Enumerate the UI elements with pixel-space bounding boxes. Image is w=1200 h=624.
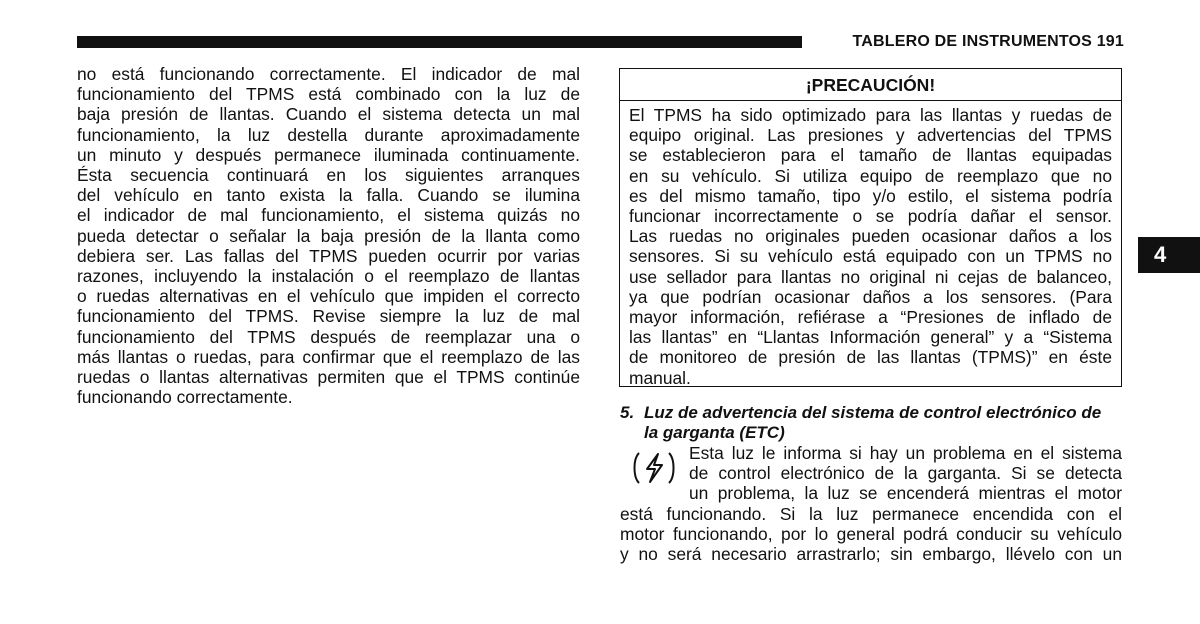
caution-line: se establecieron para el tamaño de llantas equipadas (629, 145, 1112, 166)
text-line: Ésta secuencia continuará en los siguientes arranques (77, 165, 580, 186)
caution-line: funcionar incorrectamente o se podría dañar el sensor. (629, 206, 1112, 227)
text-line: baja presión de llantas. Cuando el sistema detecta un mal (77, 104, 580, 125)
text-line: motor funcionando, por lo general podrá conducir su vehículo (620, 523, 1122, 544)
text-line: Esta luz le informa si hay un problema en el sistema (689, 443, 1122, 463)
text-line: no está funcionando correctamente. El indicador de mal (77, 64, 580, 84)
caution-line: en su vehículo. Si utiliza equipo de reemplazo que no (629, 165, 1112, 186)
left-column-text (77, 64, 580, 407)
text-line: de control electrónico de la garganta. Si se detecta (689, 463, 1122, 484)
text-line: y no será necesario arrastrarlo; sin embargo, llévelo con un (620, 544, 1122, 565)
section-body (620, 443, 1122, 564)
text-line: el indicador de mal funcionamiento, el sistema quizás no (77, 205, 580, 226)
caution-line: de monitoreo de presión de las llantas (TPMS)” en éste (629, 347, 1112, 368)
text-line: está funcionando. Si la luz permanece encendida con el (620, 503, 1122, 524)
section-heading-line: Luz de advertencia del sistema de control electrónico de (644, 403, 1102, 422)
text-line: funcionamiento del TPMS después de reemplazar una o (77, 326, 580, 347)
text-line: debiera ser. Las fallas del TPMS pueden ocurrir por varias (77, 245, 580, 266)
caution-line: ya que podrían ocasionar daños a los sensores. (Para (629, 286, 1112, 307)
chapter-tab: 4 (1138, 237, 1200, 273)
text-line: funcionamiento del TPMS. Revise siempre la luz de mal (77, 306, 580, 327)
caution-line: las llantas” en “Llantas Información general” y a “Sistema (629, 327, 1112, 348)
text-line: un problema, la luz se encenderá mientras el motor (689, 483, 1122, 504)
caution-body (620, 101, 1121, 388)
caution-line: Las ruedas no originales pueden ocasionar daños a los (629, 226, 1112, 247)
text-line: más llantas o ruedas, para confirmar que el reemplazo de las (77, 346, 580, 367)
section-heading (620, 403, 1125, 442)
caution-line: mayor información, refiérase a “Presiones de inflado de (629, 307, 1112, 328)
caution-line: El TPMS ha sido optimizado para las llantas y ruedas de (629, 105, 1112, 125)
caution-line: equipo original. Las presiones y advertencias del TPMS (629, 125, 1112, 146)
text-line: ruedas o llantas alternativas permiten que el TPMS continúe (77, 367, 580, 388)
text-line: pueda detectar o señalar la baja presión de la llanta como (77, 225, 580, 246)
text-line: razones, incluyendo la instalación o el reemplazo de llantas (77, 266, 580, 287)
text-line: funcionamiento, la luz destella durante aproximadamente (77, 124, 580, 145)
section-heading-line: la garganta (ETC) (644, 422, 785, 442)
caution-line: manual. (629, 367, 691, 388)
caution-line: use sellador para llantas no original ni cejas de balanceo, (629, 266, 1112, 287)
header-rule (77, 36, 802, 48)
text-line: del vehículo en tanto exista la falla. Cuando se ilumina (77, 185, 580, 206)
caution-line: sensores. Si su vehículo está equipado con un TPMS no (629, 246, 1112, 267)
text-line: un minuto y después permanece iluminada continuamente. (77, 144, 580, 165)
page-header-title: TABLERO DE INSTRUMENTOS 191 (852, 33, 1124, 50)
text-line: o ruedas alternativas en el vehículo que impiden el correcto (77, 286, 580, 307)
caution-line: es del mismo tamaño, tipo y/o estilo, el sistema podría (629, 185, 1112, 206)
text-line: funcionando correctamente. (77, 387, 293, 408)
caution-title: ¡PRECAUCIÓN! (620, 69, 1121, 101)
caution-box (619, 68, 1122, 387)
text-line: funcionamiento del TPMS está combinado con la luz de (77, 84, 580, 105)
section-number: 5. (620, 403, 635, 422)
